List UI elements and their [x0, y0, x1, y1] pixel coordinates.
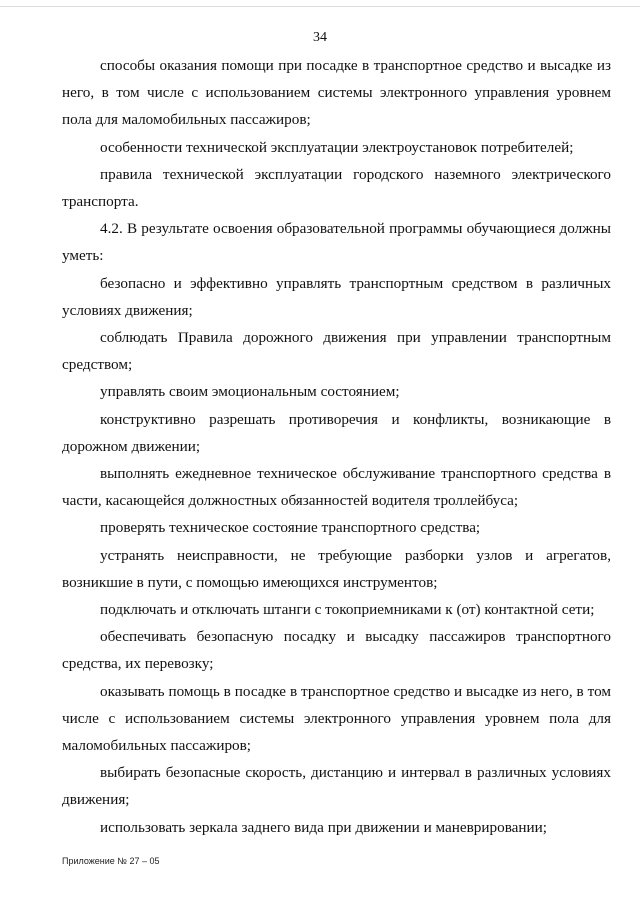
paragraph: проверять техническое состояние транспортного средства;	[100, 519, 481, 537]
paragraph: обеспечивать безопасную посадку и высадку пассажиров транспортного средства, их перевозку;	[62, 628, 611, 673]
paragraph: способы оказания помощи при посадке в транспортное средство и высадке из него, в том числе с использованием системы электронного управления уровнем пола для маломобильных пассажиров;	[62, 57, 611, 129]
paragraph: выбирать безопасные скорость, дистанцию и интервал в различных условиях движения;	[62, 764, 611, 809]
paragraph: управлять своим эмоциональным состоянием;	[100, 383, 400, 401]
footer-appendix-label: Приложение № 27 – 05	[62, 856, 160, 866]
paragraph: конструктивно разрешать противоречия и конфликты, возникающие в дорожном движении;	[62, 410, 611, 455]
paragraph: использовать зеркала заднего вида при движении и маневрировании;	[100, 818, 548, 836]
paragraph: соблюдать Правила дорожного движения при управлении транспортным средством;	[62, 329, 611, 374]
paragraph: выполнять ежедневное техническое обслуживание транспортного средства в части, касающейся должностных обязанностей водителя троллейбуса;	[62, 465, 611, 510]
paragraph-section-4-2: 4.2. В результате освоения образовательной программы обучающиеся должны уметь:	[62, 220, 611, 265]
paragraph: подключать и отключать штанги с токоприемниками к (от) контактной сети;	[100, 601, 595, 619]
document-body	[62, 52, 611, 841]
scan-edge-line	[0, 6, 640, 7]
page-number: 34	[313, 30, 327, 45]
paragraph: оказывать помощь в посадке в транспортное средство и высадке из него, в том числе с использованием системы электронного управления уровнем пола для маломобильных пассажиров;	[62, 682, 611, 755]
paragraph: безопасно и эффективно управлять транспортным средством в различных условиях движения;	[62, 274, 611, 319]
paragraph: правила технической эксплуатации городского наземного электрического транспорта.	[62, 165, 611, 211]
paragraph: особенности технической эксплуатации электроустановок потребителей;	[100, 138, 574, 156]
paragraph: устранять неисправности, не требующие разборки узлов и агрегатов, возникшие в пути, с помощью имеющихся инструментов;	[62, 546, 611, 591]
